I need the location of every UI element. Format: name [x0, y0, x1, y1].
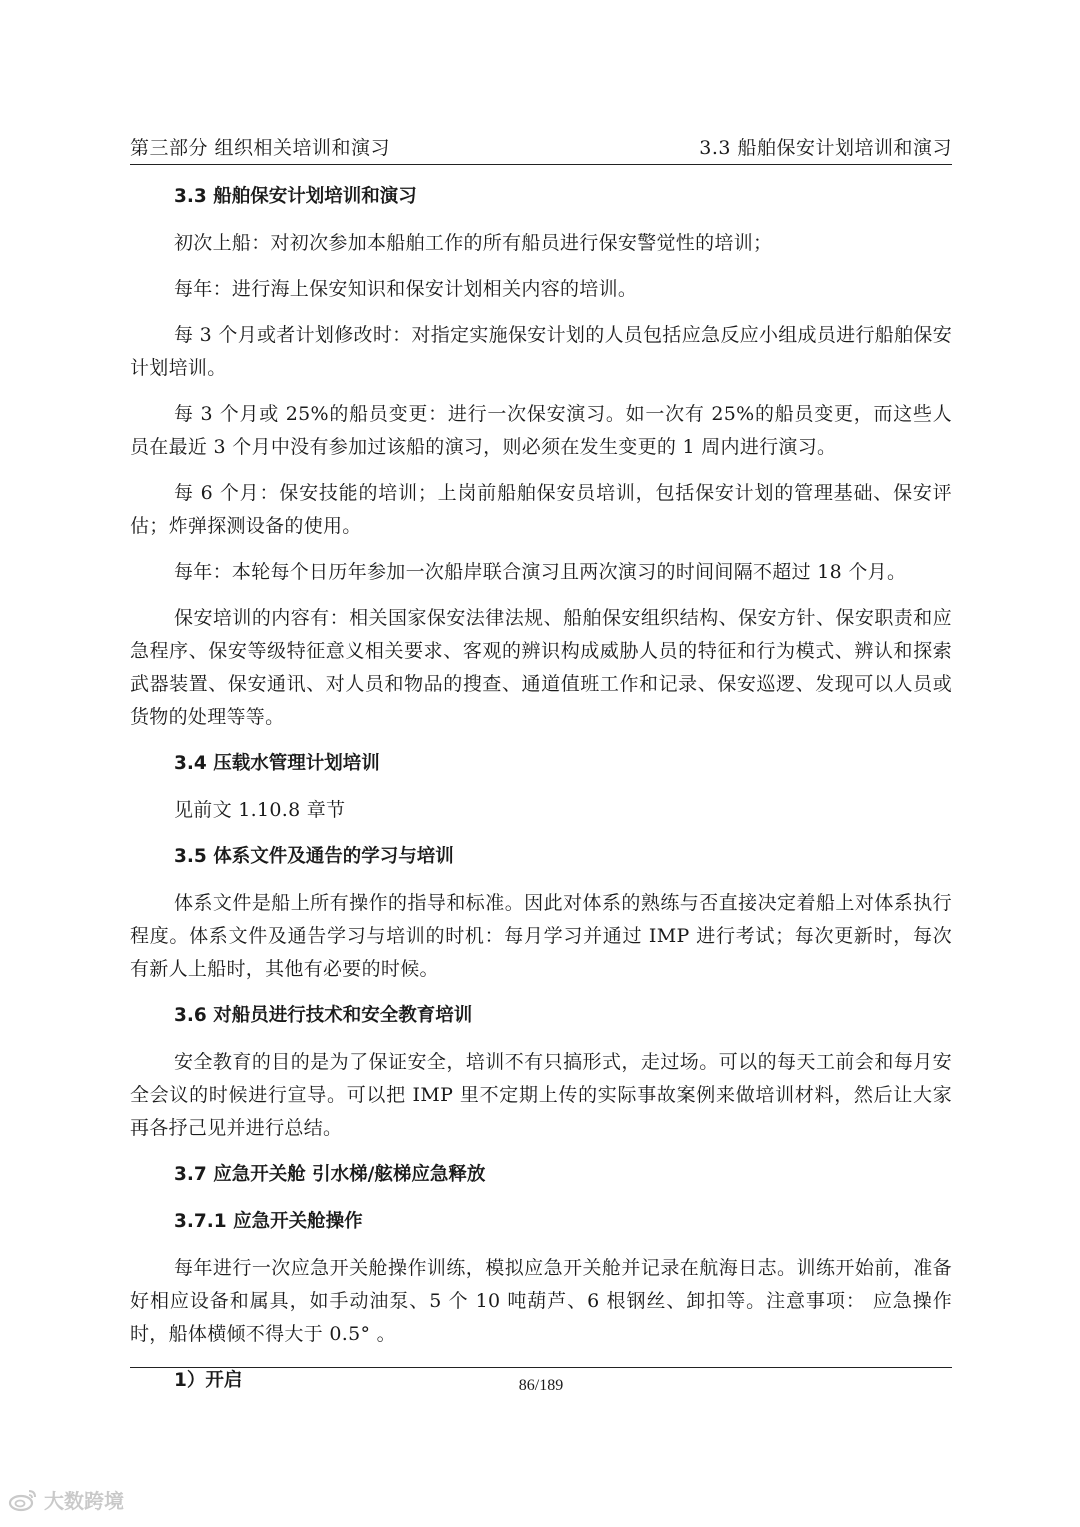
document-body: [130, 180, 952, 1411]
paragraph: 每 3 个月或 25%的船员变更：进行一次保安演习。如一次有 25%的船员变更，而这些人员在最近 3 个月中没有参加过该船的演习，则必须在发生变更的 1 周内进行演习。: [130, 403, 952, 458]
running-header: [130, 130, 952, 160]
paragraph: 每 3 个月或者计划修改时：对指定实施保安计划的人员包括应急反应小组成员进行船舶保安计划培训。: [130, 324, 952, 379]
paragraph: 每 6 个月：保安技能的培训；上岗前船舶保安员培训，包括保安计划的管理基础、保安评估；炸弹探测设备的使用。: [130, 482, 952, 537]
section-heading: 3.4 压载水管理计划培训: [174, 753, 380, 774]
paragraph: 每年：本轮每个日历年参加一次船岸联合演习且两次演习的时间间隔不超过 18 个月。: [174, 561, 907, 583]
section-heading: 3.6 对船员进行技术和安全教育培训: [174, 1005, 473, 1026]
section-heading: 3.5 体系文件及通告的学习与培训: [174, 846, 454, 867]
paragraph: 每年：进行海上保安知识和保安计划相关内容的培训。: [174, 278, 638, 300]
paragraph: 体系文件是船上所有操作的指导和标准。因此对体系的熟练与否直接决定着船上对体系执行程度。体系文件及通告学习与培训的时机：每月学习并通过 IMP 进行考试；每次更新时，每次有新人上船时，其他有必要的时候。: [130, 892, 952, 980]
header-left: 第三部分 组织相关培训和演习: [130, 137, 391, 159]
header-divider: [130, 164, 952, 165]
document-page: [130, 0, 952, 1527]
paragraph: 安全教育的目的是为了保证安全，培训不有只搞形式，走过场。可以的每天工前会和每月安全会议的时候进行宣导。可以把 IMP 里不定期上传的实际事故案例来做培训材料，然后让大家再各抒己见并进行总结。: [130, 1051, 952, 1139]
paragraph: 保安培训的内容有：相关国家保安法律法规、船舶保安组织结构、保安方针、保安职责和应急程序、保安等级特征意义相关要求、客观的辨识构成威胁人员的特征和行为模式、辨认和探索武器装置、保安通讯、对人员和物品的搜查、通道值班工作和记录、保安巡逻、发现可以人员或货物的处理等等。: [130, 607, 952, 728]
section-heading: 3.3 船舶保安计划培训和演习: [174, 186, 417, 207]
watermark-text: 大数跨境: [44, 1489, 124, 1513]
page-number: 86/189: [518, 1377, 564, 1394]
paragraph: 初次上船：对初次参加本船舶工作的所有船员进行保安警觉性的培训；: [174, 232, 773, 254]
section-heading: 1）开启: [174, 1370, 243, 1391]
section-heading: 3.7 应急开关舱 引水梯/舷梯应急释放: [174, 1164, 486, 1185]
weibo-icon: [8, 1488, 38, 1512]
paragraph: 每年进行一次应急开关舱操作训练，模拟应急开关舱并记录在航海日志。训练开始前，准备好相应设备和属具，如手动油泵、5 个 10 吨葫芦、6 根钢丝、卸扣等。注意事项： 应急操作时，船体横倾不得大于 0.5° 。: [130, 1257, 952, 1345]
watermark: [8, 1485, 124, 1514]
header-right: 3.3 船舶保安计划培训和演习: [699, 137, 952, 159]
paragraph: 见前文 1.10.8 章节: [174, 799, 346, 821]
footer-divider: [130, 1367, 952, 1368]
section-heading: 3.7.1 应急开关舱操作: [174, 1211, 363, 1232]
